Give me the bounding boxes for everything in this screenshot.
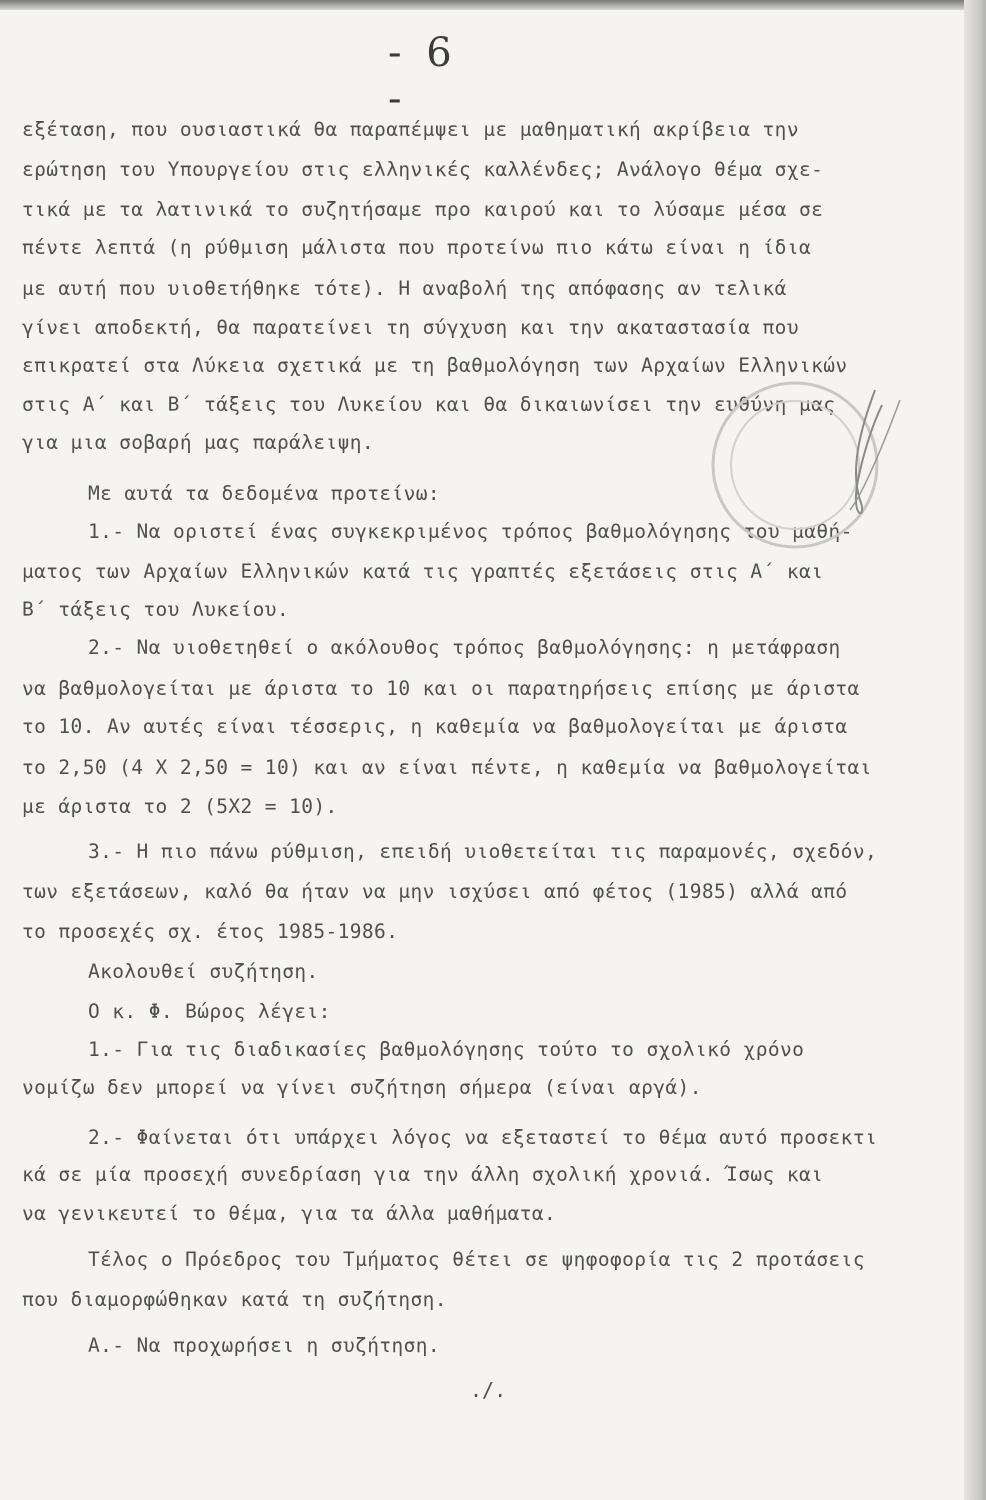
text-line: Τέλος ο Πρόεδρος του Τμήματος θέτει σε ψηφοφορία τις 2 προτάσεις: [88, 1248, 865, 1271]
scan-binding-edge: [964, 0, 986, 1500]
text-line: κά σε μία προσεχή συνεδρίαση για την άλλη σχολική χρονιά. Ίσως και: [22, 1163, 824, 1186]
text-line: 1.- Να οριστεί ένας συγκεκριμένος τρόπος βαθμολόγησης του μαθή-: [88, 520, 853, 543]
text-line: 1.- Για τις διαδικασίες βαθμολόγησης τούτο το σχολικό χρόνο: [88, 1038, 805, 1061]
text-line: Β΄ τάξεις του Λυκείου.: [22, 598, 290, 621]
text-line: 2.- Να υιοθετηθεί ο ακόλουθος τρόπος βαθμολόγησης: η μετάφραση: [88, 636, 841, 659]
page-number: - 6 -: [388, 30, 458, 122]
text-line: με αυτή που υιοθετήθηκε τότε). Η αναβολή της απόφασης αν τελικά: [22, 277, 787, 300]
text-line: να βαθμολογείται με άριστα το 10 και οι παρατηρήσεις επίσης με άριστα: [22, 677, 860, 700]
text-line: γίνει αποδεκτή, θα παρατείνει τη σύγχυση και την ακαταστασία που: [22, 316, 799, 339]
text-line: να γενικευτεί το θέμα, για τα άλλα μαθήματα.: [22, 1202, 557, 1225]
text-line: των εξετάσεων, καλό θα ήταν να μην ισχύσει από φέτος (1985) αλλά από: [22, 880, 848, 903]
text-line: εξέταση, που ουσιαστικά θα παραπέμψει με μαθηματική ακρίβεια την: [22, 118, 799, 141]
text-line: 3.- Η πιο πάνω ρύθμιση, επειδή υιοθετείται τις παραμονές, σχεδόν,: [88, 840, 878, 863]
scan-top-edge: [0, 0, 986, 10]
text-line: Με αυτά τα δεδομένα προτείνω:: [88, 482, 441, 505]
text-line: πέντε λεπτά (η ρύθμιση μάλιστα που προτείνω πιο κάτω είναι η ίδια: [22, 236, 812, 259]
text-line: νομίζω δεν μπορεί να γίνει συζήτηση σήμερα (είναι αργά).: [22, 1076, 702, 1099]
text-line: το 10. Αν αυτές είναι τέσσερις, η καθεμία να βαθμολογείται με άριστα: [22, 715, 848, 738]
text-line: το προσεχές σχ. έτος 1985-1986.: [22, 920, 399, 943]
text-line: στις Α΄ και Β΄ τάξεις του Λυκείου και θα δικαιωνίσει την ευθύνη μας: [22, 393, 836, 416]
text-line: με άριστα το 2 (5Χ2 = 10).: [22, 795, 338, 818]
text-line: Ο κ. Φ. Βώρος λέγει:: [88, 1000, 331, 1023]
text-line: ματος των Αρχαίων Ελληνικών κατά τις γραπτές εξετάσεις στις Α΄ και: [22, 560, 824, 583]
continuation-mark: ./.: [470, 1378, 507, 1402]
text-line: το 2,50 (4 Χ 2,50 = 10) και αν είναι πέντε, η καθεμία να βαθμολογείται: [22, 756, 872, 779]
text-line: επικρατεί στα Λύκεια σχετικά με τη βαθμολόγηση των Αρχαίων Ελληνικών: [22, 354, 848, 377]
text-line: που διαμορφώθηκαν κατά τη συζήτηση.: [22, 1288, 447, 1311]
text-line: Α.- Να προχωρήσει η συζήτηση.: [88, 1334, 441, 1357]
text-line: τικά με τα λατινικά το συζητήσαμε προ καιρού και το λύσαμε μέσα σε: [22, 198, 824, 221]
text-line: ερώτηση του Υπουργείου στις ελληνικές καλλένδες; Ανάλογο θέμα σχε-: [22, 158, 824, 181]
text-line: 2.- Φαίνεται ότι υπάρχει λόγος να εξεταστεί το θέμα αυτό προσεκτι: [88, 1126, 878, 1149]
text-line: για μια σοβαρή μας παράλειψη.: [22, 431, 375, 454]
signature-stamp-icon: [700, 370, 930, 600]
text-line: Ακολουθεί συζήτηση.: [88, 960, 319, 983]
